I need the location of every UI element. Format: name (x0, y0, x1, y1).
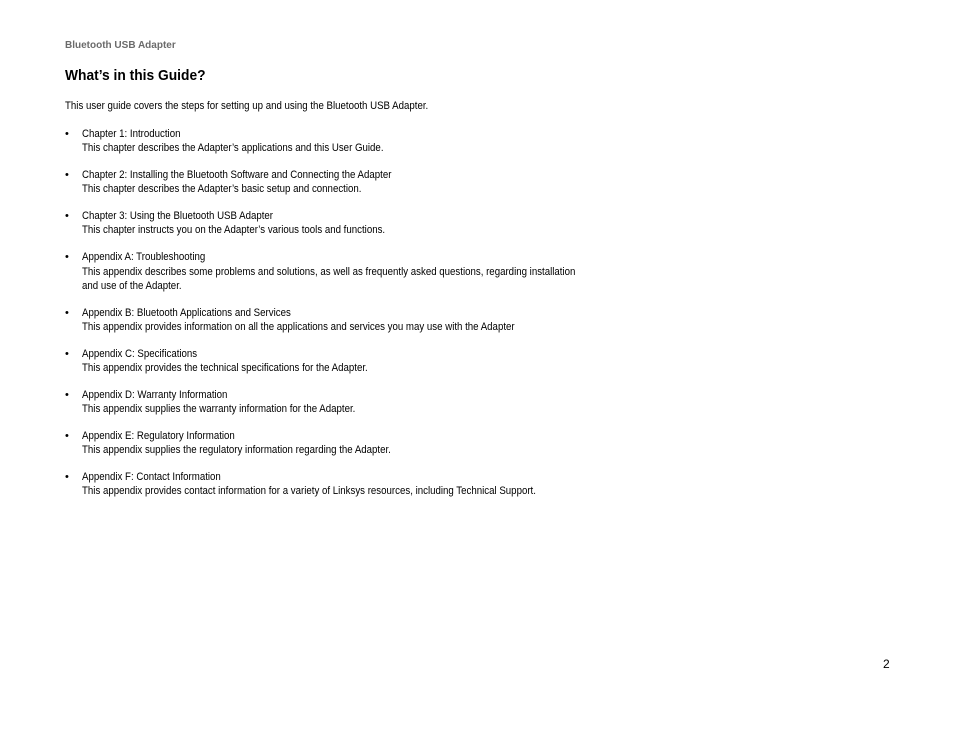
bullet: • (65, 429, 69, 442)
running-header: Bluetooth USB Adapter (65, 40, 176, 51)
bullet: • (65, 388, 69, 401)
guide-contents-list (65, 127, 665, 511)
list-item-appendix-c (65, 347, 665, 376)
item-description: This appendix supplies the warranty information for the Adapter. (82, 403, 356, 416)
list-item-appendix-a (65, 250, 665, 293)
item-description: This appendix provides information on all the applications and services you may use with the Adapter (82, 320, 515, 333)
item-title: Chapter 2: Installing the Bluetooth Software and Connecting the Adapter (82, 169, 392, 182)
item-title: Chapter 3: Using the Bluetooth USB Adapter (82, 210, 274, 223)
list-item-appendix-f (65, 470, 665, 499)
item-title: Appendix D: Warranty Information (82, 388, 228, 401)
bullet: • (65, 128, 69, 140)
item-description: This appendix provides contact information for a variety of Linksys resources, including Technical Support. (82, 485, 536, 498)
bullet: • (65, 210, 69, 223)
bullet: • (65, 471, 69, 484)
bullet: • (65, 306, 69, 319)
bullet: • (65, 347, 69, 360)
item-description: This chapter instructs you on the Adapter’s various tools and functions. (82, 224, 386, 237)
item-title: Appendix A: Troubleshooting (82, 251, 206, 264)
list-item-appendix-d (65, 388, 665, 417)
item-title: Appendix E: Regulatory Information (82, 429, 235, 442)
list-item-chapter-2 (65, 168, 665, 197)
item-description: This appendix supplies the regulatory information regarding the Adapter. (82, 444, 391, 457)
item-title: Appendix B: Bluetooth Applications and Services (82, 306, 291, 319)
item-description: This chapter describes the Adapter’s applications and this User Guide. (82, 142, 384, 155)
bullet: • (65, 251, 69, 264)
item-description: This appendix describes some problems and solutions, as well as frequently asked questions, regarding installation and use of the Adapter. (82, 265, 576, 292)
item-title: Appendix F: Contact Information (82, 471, 221, 484)
list-item-appendix-b (65, 306, 665, 335)
item-title: Chapter 1: Introduction (82, 128, 181, 140)
item-description: This appendix provides the technical specifications for the Adapter. (82, 362, 368, 375)
item-title: Appendix C: Specifications (82, 347, 198, 360)
page-number: 2 (883, 657, 890, 671)
list-item-chapter-1 (65, 127, 665, 156)
list-item-appendix-e (65, 429, 665, 458)
page-title: What’s in this Guide? (65, 67, 206, 84)
list-item-chapter-3 (65, 209, 665, 238)
intro-paragraph: This user guide covers the steps for setting up and using the Bluetooth USB Adapter. (65, 100, 429, 112)
item-description: This chapter describes the Adapter’s basic setup and connection. (82, 183, 362, 196)
bullet: • (65, 169, 69, 182)
